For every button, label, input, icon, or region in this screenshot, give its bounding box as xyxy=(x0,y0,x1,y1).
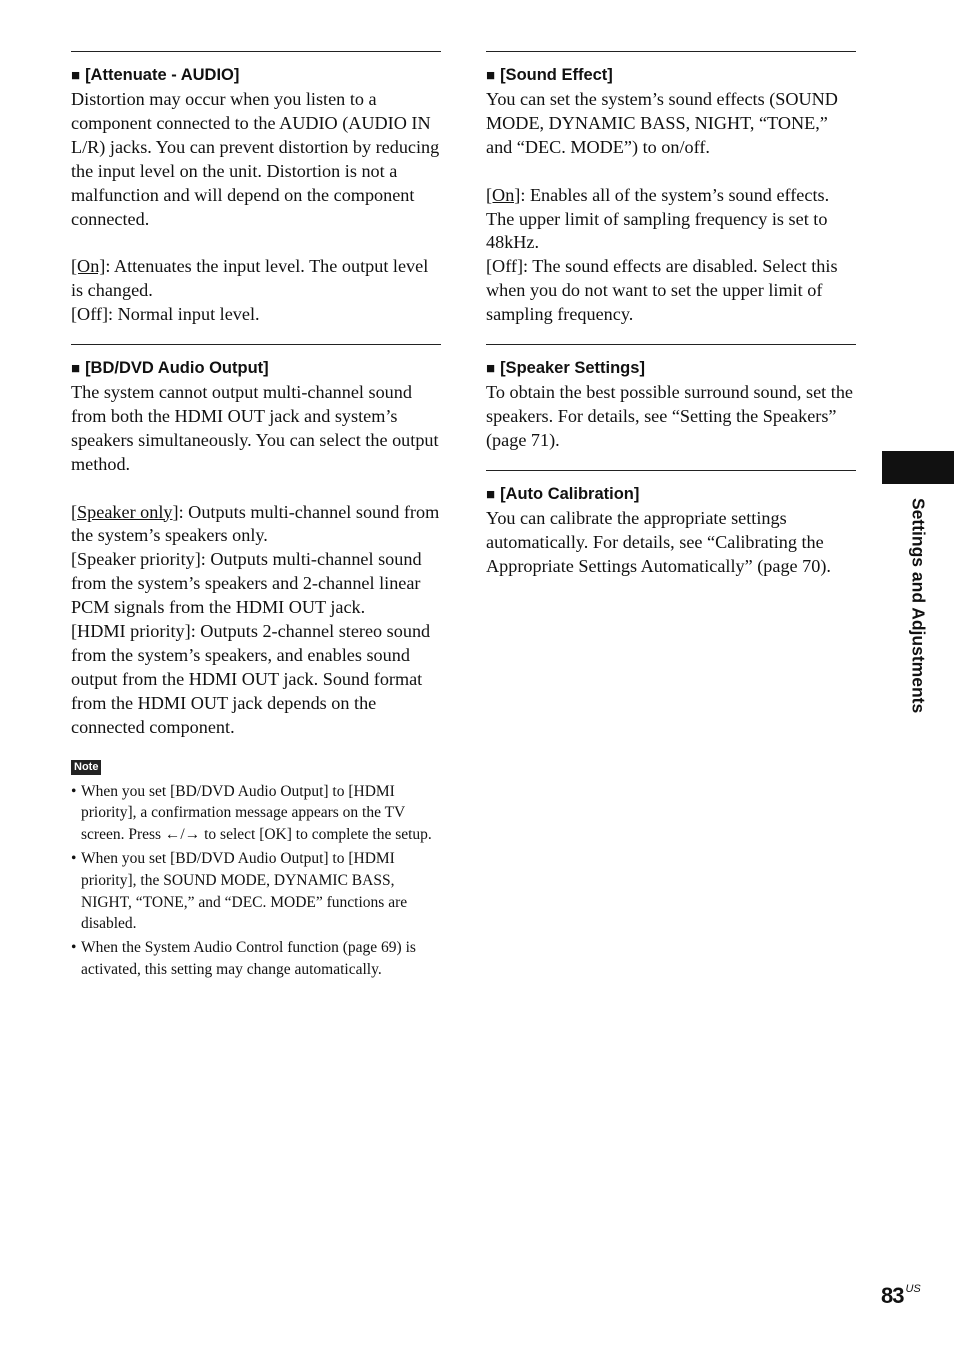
page-number-value: 83 xyxy=(881,1283,904,1308)
section-body xyxy=(486,88,856,327)
option-on xyxy=(486,184,856,256)
option-speaker-priority: [Speaker priority]: Outputs multi-channel sound from the system’s speakers and 2-channel linear PCM signals from the HDMI OUT jack. xyxy=(71,549,422,618)
default-option-label: [On] xyxy=(71,256,106,277)
page-number xyxy=(881,1283,921,1309)
sound-effect-section xyxy=(486,51,856,327)
note-text: When the System Audio Control function (page 69) is activated, this setting may change automatically. xyxy=(81,939,416,978)
section-title: [BD/DVD Audio Output] xyxy=(85,359,269,378)
section-description: To obtain the best possible surround sound, set the speakers. For details, see “Setting the Speakers” (page 71). xyxy=(486,382,853,450)
square-bullet-icon: ■ xyxy=(71,360,81,378)
note-block xyxy=(71,757,441,981)
option-off: [Off]: Normal input level. xyxy=(71,304,260,325)
section-description: Distortion may occur when you listen to a component connected to the AUDIO (AUDIO IN L/R) jacks. You can prevent distortion by reducing the input level on the unit. Distortion is not a malfunction and will depend on the component connected. xyxy=(71,89,440,229)
section-heading xyxy=(486,65,856,86)
section-title: [Speaker Settings] xyxy=(500,359,645,378)
side-tab-label: Settings and Adjustments xyxy=(908,498,929,714)
note-item xyxy=(71,937,441,981)
right-column xyxy=(486,51,856,595)
option-speaker-only-text: : Outputs multi-channel sound from the system’s speakers only. xyxy=(71,501,440,546)
section-heading xyxy=(486,358,856,379)
attenuate-audio-section xyxy=(71,51,441,327)
square-bullet-icon: ■ xyxy=(486,360,496,378)
default-option-label: [Speaker only] xyxy=(71,501,179,522)
section-title: [Sound Effect] xyxy=(500,66,613,84)
note-item xyxy=(71,781,441,846)
section-description: You can set the system’s sound effects (SOUND MODE, DYNAMIC BASS, NIGHT, “TONE,” and “DEC. MODE”) to on/off. xyxy=(486,89,838,157)
note-text: When you set [BD/DVD Audio Output] to [HDMI priority], the SOUND MODE, DYNAMIC BASS, NIGHT, “TONE,” and “DEC. MODE” functions are disabled. xyxy=(81,850,408,933)
section-heading xyxy=(71,65,441,86)
note-badge: Note xyxy=(71,760,101,775)
note-item xyxy=(71,848,441,935)
side-tab-marker xyxy=(882,451,954,484)
bd-dvd-audio-output-section xyxy=(71,344,441,740)
option-speaker-only xyxy=(71,501,441,549)
speaker-settings-section xyxy=(486,344,856,453)
bullet-icon: • xyxy=(71,782,77,800)
bullet-icon: • xyxy=(71,939,77,957)
section-heading xyxy=(486,484,856,505)
bullet-icon: • xyxy=(71,850,77,868)
section-title: [Attenuate - AUDIO] xyxy=(85,66,240,84)
section-body xyxy=(486,381,856,453)
default-option-label: [On] xyxy=(486,184,521,205)
section-title: [Auto Calibration] xyxy=(500,484,640,503)
option-on xyxy=(71,255,441,303)
section-body xyxy=(486,507,856,579)
square-bullet-icon: ■ xyxy=(486,67,496,84)
option-off: [Off]: The sound effects are disabled. Select this when you do not want to set the upper limit of sampling frequency. xyxy=(486,256,838,325)
note-list xyxy=(71,781,441,981)
square-bullet-icon: ■ xyxy=(71,67,81,84)
section-body xyxy=(71,88,441,327)
section-body xyxy=(71,381,441,740)
note-text: When you set [BD/DVD Audio Output] to [HDMI priority], a confirmation message appears on the TV screen. Press ←/→ to select [OK] to complete the setup. xyxy=(81,782,432,844)
option-hdmi-priority: [HDMI priority]: Outputs 2-channel stereo sound from the system’s speakers, and enables sound output from the HDMI OUT jack. Sound format from the HDMI OUT jack depends on the connected component. xyxy=(71,621,431,737)
option-on-text: : Enables all of the system’s sound effects. The upper limit of sampling frequency is set to 48kHz. xyxy=(486,184,830,253)
square-bullet-icon: ■ xyxy=(486,485,496,503)
section-description: The system cannot output multi-channel sound from both the HDMI OUT jack and system’s speakers simultaneously. You can select the output method. xyxy=(71,382,439,474)
auto-calibration-section xyxy=(486,470,856,579)
page-number-suffix: US xyxy=(905,1283,921,1295)
section-description: You can calibrate the appropriate settings automatically. For details, see “Calibrating the Appropriate Settings Automatically” (page 70). xyxy=(486,507,831,576)
section-heading xyxy=(71,358,441,379)
option-on-text: : Attenuates the input level. The output level is changed. xyxy=(71,256,429,301)
left-column xyxy=(71,51,441,983)
